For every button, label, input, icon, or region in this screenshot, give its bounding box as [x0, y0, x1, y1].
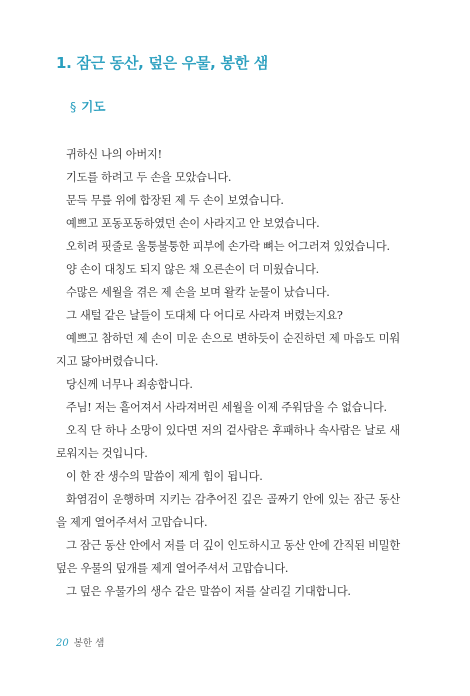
body-line: 지고 닳아버렸습니다.: [56, 355, 159, 368]
body-line: 오히려 핏줄로 울퉁불퉁한 피부에 손가락 뼈는 어그러져 있었습니다.: [66, 240, 390, 253]
body-line: 예쁘고 참하던 제 손이 미운 손으로 변하듯이 순진하던 제 마음도 미워: [66, 332, 400, 345]
body-line: 주님! 저는 흩어져서 사라져버린 세월을 이제 주워담을 수 없습니다.: [66, 401, 387, 414]
body-line: 로워지는 것입니다.: [56, 447, 148, 460]
body-line: 수많은 세월을 겪은 제 손을 보며 왈칵 눈물이 났습니다.: [66, 286, 330, 299]
body-line: 오직 단 하나 소망이 있다면 저의 겉사람은 후패하나 속사람은 날로 새: [66, 424, 400, 437]
body-line: 그 새털 같은 날들이 도대체 다 어디로 사라져 버렸는지요?: [66, 309, 343, 322]
running-title: 봉한 샘: [73, 638, 105, 649]
body-line: 화염검이 운행하며 지키는 감추어진 깊은 골짜기 안에 있는 잠근 동산: [66, 493, 400, 506]
body-line: 덮은 우물의 덮개를 제게 열어주셔서 고맙습니다.: [56, 562, 289, 575]
body-line: 기도를 하려고 두 손을 모았습니다.: [66, 171, 232, 184]
section-heading-text: 기도: [81, 99, 106, 114]
section-mark: §: [70, 99, 77, 114]
body-line: 이 한 잔 생수의 말씀이 제게 힘이 됩니다.: [66, 470, 263, 483]
body-line: 양 손이 대칭도 되지 않은 채 오른손이 더 미웠습니다.: [66, 263, 319, 276]
body-line: 귀하신 나의 아버지!: [66, 148, 162, 161]
section-heading: [70, 97, 105, 115]
body-line: 예쁘고 포동포동하였던 손이 사라지고 안 보였습니다.: [66, 217, 320, 230]
body-line: 문득 무릎 위에 합장된 제 두 손이 보였습니다.: [66, 194, 284, 207]
prayer-body: [56, 143, 400, 603]
chapter-title: 1. 잠근 동산, 덮은 우물, 봉한 샘: [56, 54, 268, 72]
body-line: 당신께 너무나 죄송합니다.: [66, 378, 193, 391]
body-line: 그 덮은 우물가의 생수 같은 말씀이 저를 살리길 기대합니다.: [66, 585, 351, 598]
body-line: 을 제게 열어주셔서 고맙습니다.: [56, 516, 208, 529]
body-line: 그 잠근 동산 안에서 저를 더 깊이 인도하시고 동산 안에 간직된 비밀한: [66, 539, 400, 552]
page-footer: [56, 635, 104, 649]
page-number: 20: [56, 638, 69, 649]
